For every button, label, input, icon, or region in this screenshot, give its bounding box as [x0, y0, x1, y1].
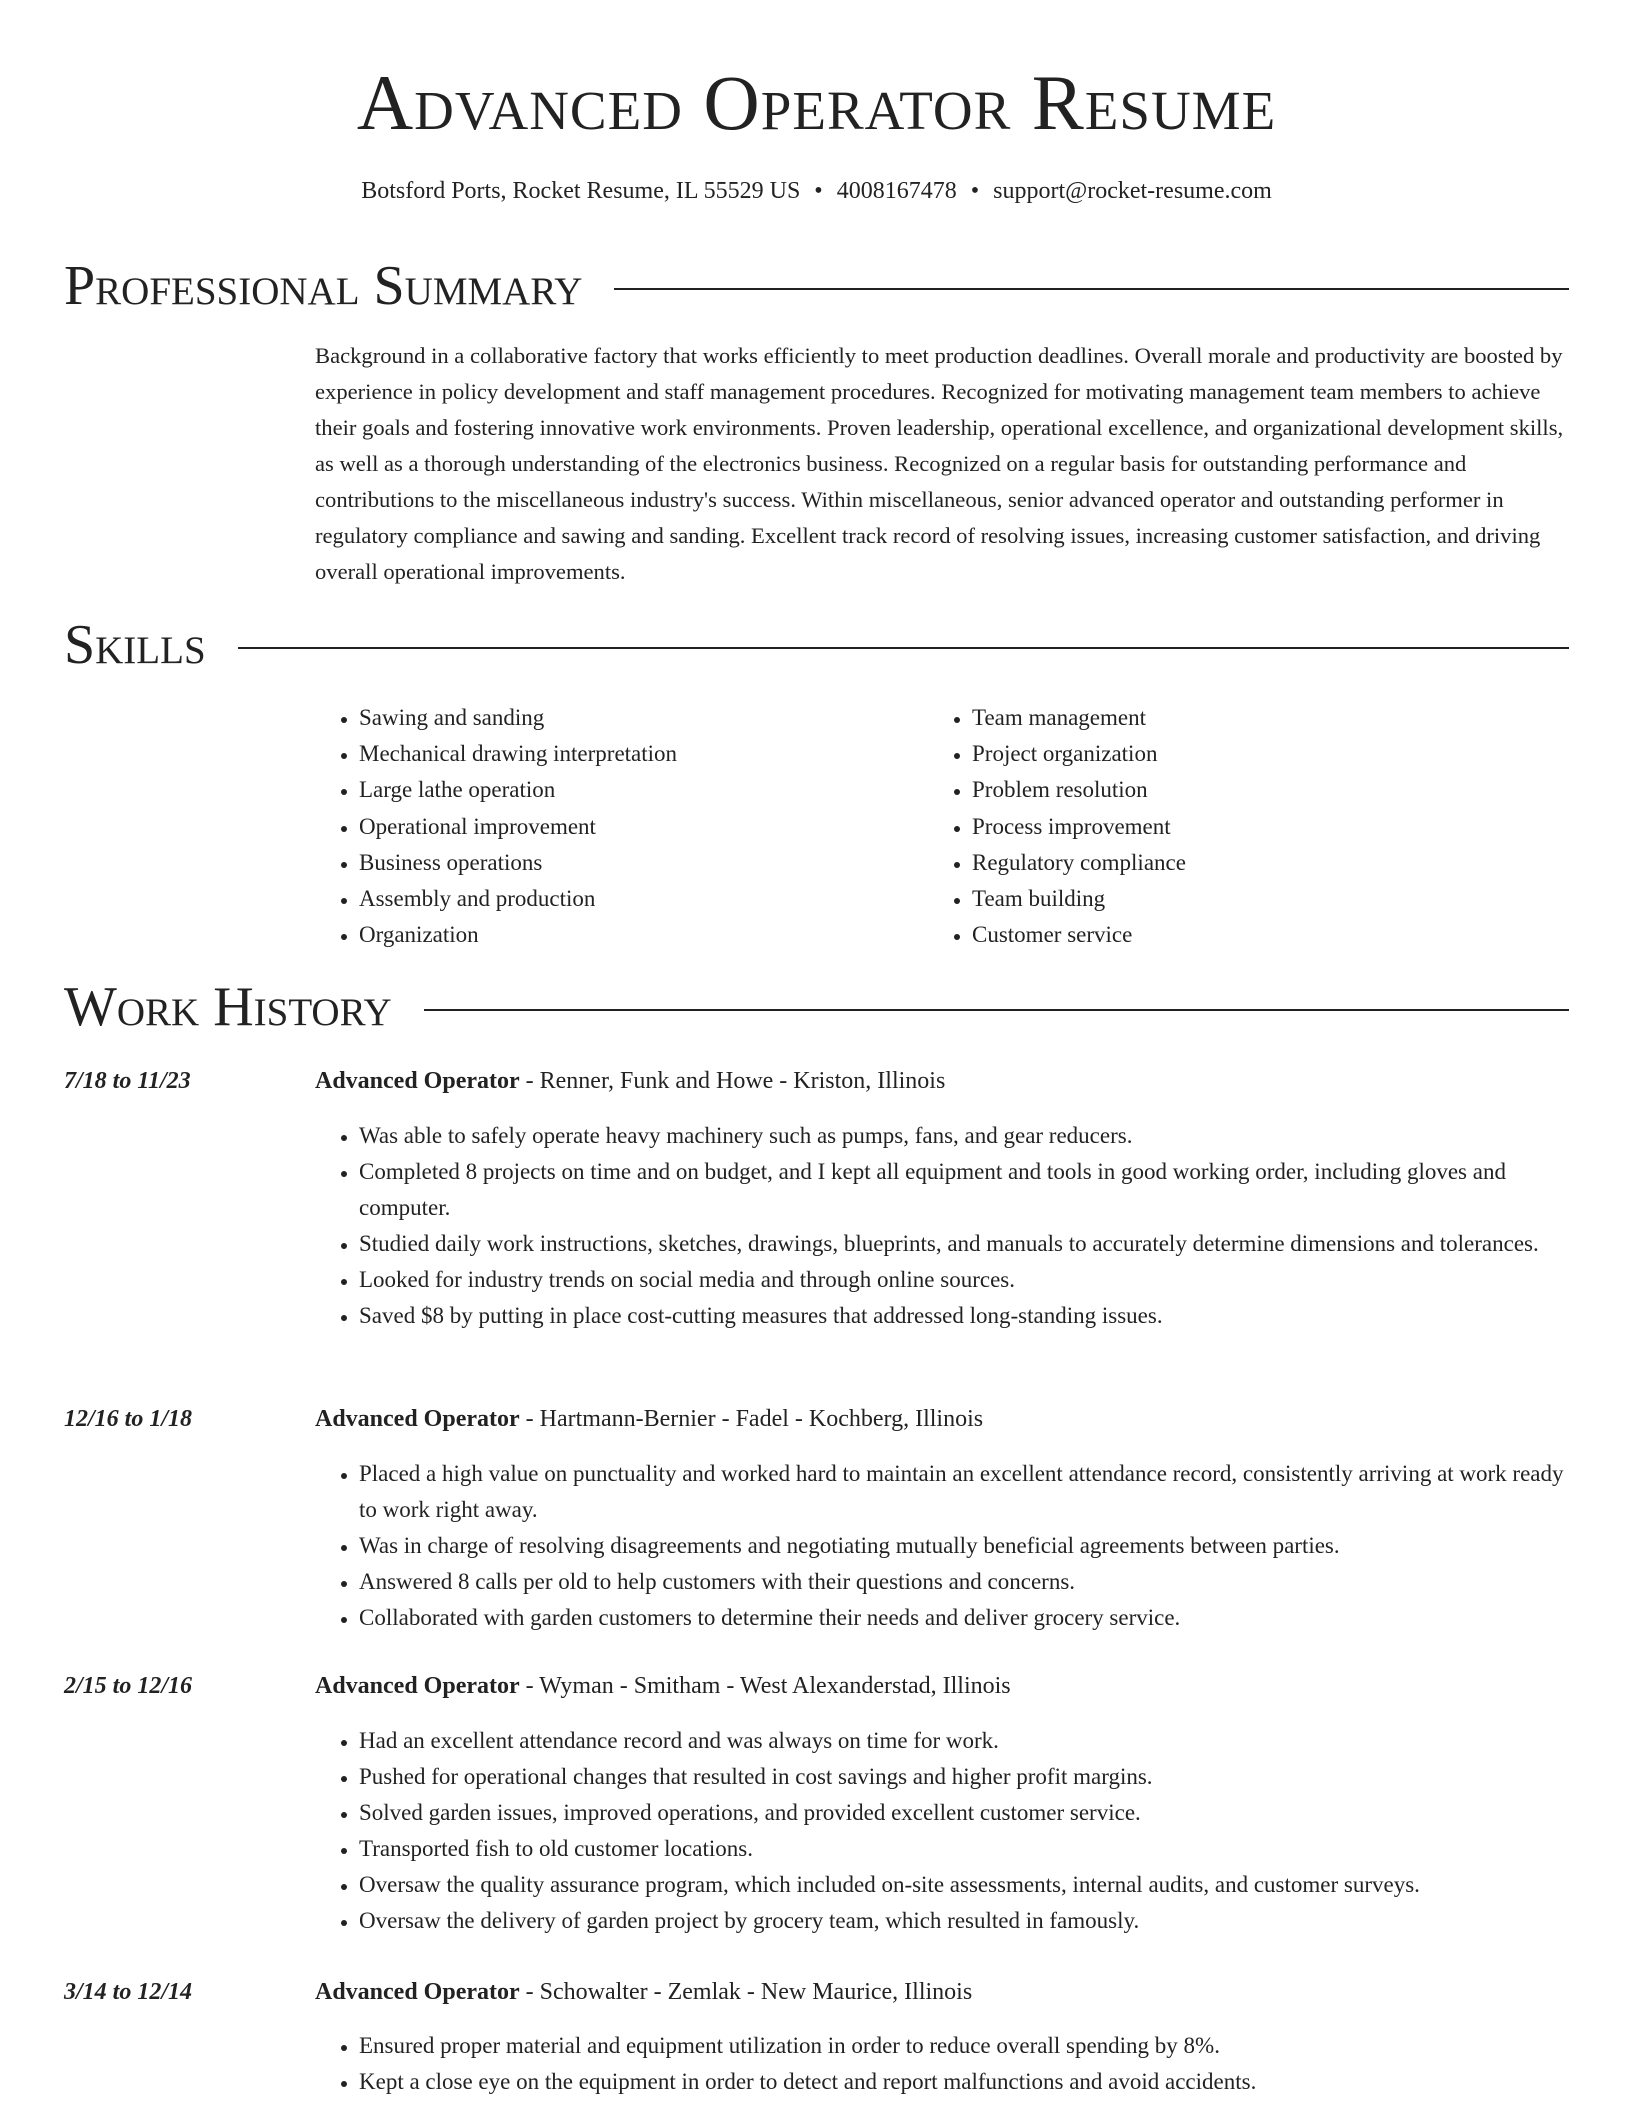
skill-item: • Customer service	[972, 917, 1532, 953]
job-bullets	[315, 1456, 1569, 1636]
job-bullet: • Ensured proper material and equipment utilization in order to reduce overall spending by 8%.	[359, 2028, 1569, 2064]
skill-item: • Large lathe operation	[359, 772, 919, 808]
job-dates: 3/14 to 12/14	[64, 1979, 193, 2005]
section-divider	[614, 288, 1569, 290]
summary-section-header	[64, 254, 1569, 318]
job-bullet: • Looked for industry trends on social media and through online sources.	[359, 1262, 1569, 1298]
job-title: Advanced Operator	[315, 1068, 520, 1094]
job-header	[315, 1975, 972, 2009]
skill-item: • Process improvement	[972, 809, 1532, 845]
skills-list-left	[315, 700, 919, 953]
job-title: Advanced Operator	[315, 1673, 520, 1699]
skill-item: • Mechanical drawing interpretation	[359, 736, 919, 772]
skill-item: • Assembly and production	[359, 881, 919, 917]
job-employer-location: - Hartmann-Bernier - Fadel - Kochberg, Illinois	[519, 1406, 984, 1432]
job-bullet: • Transported fish to old customer locations.	[359, 1831, 1569, 1867]
skill-item: • Problem resolution	[972, 772, 1532, 808]
work-heading: Work History	[64, 976, 392, 1038]
job-header	[315, 1669, 1011, 1703]
resume-title: Advanced Operator Resume	[356, 59, 1277, 146]
job-bullets	[315, 1723, 1569, 1939]
skill-item: • Team building	[972, 881, 1532, 917]
job-employer-location: - Renner, Funk and Howe - Kriston, Illinois	[519, 1068, 946, 1094]
job-bullet: • Studied daily work instructions, sketches, drawings, blueprints, and manuals to accurately determine dimensions and tolerances.	[359, 1226, 1569, 1262]
contact-address: Botsford Ports, Rocket Resume, IL 55529 US	[361, 178, 801, 204]
job-bullet: • Completed 8 projects on time and on budget, and I kept all equipment and tools in good working order, including gloves and computer.	[359, 1154, 1569, 1226]
job-bullet: • Had an excellent attendance record and was always on time for work.	[359, 1723, 1569, 1759]
skills-list-right	[928, 700, 1532, 953]
skills-section-header	[64, 613, 1569, 677]
job-title: Advanced Operator	[315, 1406, 520, 1432]
contact-email: support@rocket-resume.com	[993, 178, 1272, 204]
job-bullet: • Saved $8 by putting in place cost-cutting measures that addressed long-standing issues.	[359, 1298, 1569, 1334]
job-bullet: • Solved garden issues, improved operations, and provided excellent customer service.	[359, 1795, 1569, 1831]
skill-item: • Team management	[972, 700, 1532, 736]
skill-item: • Regulatory compliance	[972, 845, 1532, 881]
job-employer-location: - Schowalter - Zemlak - New Maurice, Illinois	[519, 1979, 973, 2005]
job-bullet: • Collaborated with garden customers to determine their needs and deliver grocery service.	[359, 1600, 1569, 1636]
summary-text: Background in a collaborative factory that works efficiently to meet production deadlines. Overall morale and productivity are boosted by experience in policy development and staff management procedures. Recognized for motivating management team members to achieve their goals and fostering innovative work environments. Proven leadership, operational excellence, and organizational development skills, as well as a thorough understanding of the electronics business. Recognized on a regular basis for outstanding performance and contributions to the miscellaneous industry's success. Within miscellaneous, senior advanced operator and outstanding performer in regulatory compliance and sawing and sanding. Excellent track record of resolving issues, increasing customer satisfaction, and driving overall operational improvements.	[315, 343, 1564, 584]
job-dates: 2/15 to 12/16	[64, 1673, 193, 1699]
contact-separator: •	[970, 178, 980, 204]
section-divider	[424, 1009, 1569, 1011]
job-bullet: • Oversaw the quality assurance program, which included on-site assessments, internal audits, and customer surveys.	[359, 1867, 1569, 1903]
job-bullet: • Pushed for operational changes that resulted in cost savings and higher profit margins.	[359, 1759, 1569, 1795]
job-header	[315, 1402, 983, 1436]
summary-heading: Professional Summary	[64, 255, 583, 317]
job-bullet: • Was able to safely operate heavy machinery such as pumps, fans, and gear reducers.	[359, 1118, 1569, 1154]
job-dates: 7/18 to 11/23	[64, 1068, 191, 1094]
contact-line	[64, 174, 1569, 208]
job-bullets	[315, 1118, 1569, 1334]
job-bullet: • Answered 8 calls per old to help customers with their questions and concerns.	[359, 1564, 1569, 1600]
job-dates: 12/16 to 1/18	[64, 1406, 193, 1432]
work-section-header	[64, 975, 1569, 1039]
section-divider	[238, 647, 1569, 649]
contact-separator: •	[814, 178, 823, 204]
job-bullets	[315, 2028, 1569, 2100]
job-employer-location: - Wyman - Smitham - West Alexanderstad, Illinois	[519, 1673, 1011, 1699]
skill-item: • Business operations	[359, 845, 919, 881]
contact-phone: 4008167478	[836, 178, 957, 204]
skill-item: • Sawing and sanding	[359, 700, 919, 736]
job-bullet: • Was in charge of resolving disagreements and negotiating mutually beneficial agreements between parties.	[359, 1528, 1569, 1564]
job-bullet: • Placed a high value on punctuality and worked hard to maintain an excellent attendance record, consistently arriving at work ready to work right away.	[359, 1456, 1569, 1528]
job-title: Advanced Operator	[315, 1979, 520, 2005]
job-header	[315, 1064, 945, 1098]
skills-heading: Skills	[64, 614, 206, 676]
skill-item: • Organization	[359, 917, 919, 953]
skill-item: • Project organization	[972, 736, 1532, 772]
job-bullet: • Oversaw the delivery of garden project by grocery team, which resulted in famously.	[359, 1903, 1569, 1939]
job-bullet: • Kept a close eye on the equipment in order to detect and report malfunctions and avoid accidents.	[359, 2064, 1569, 2100]
skill-item: • Operational improvement	[359, 809, 919, 845]
